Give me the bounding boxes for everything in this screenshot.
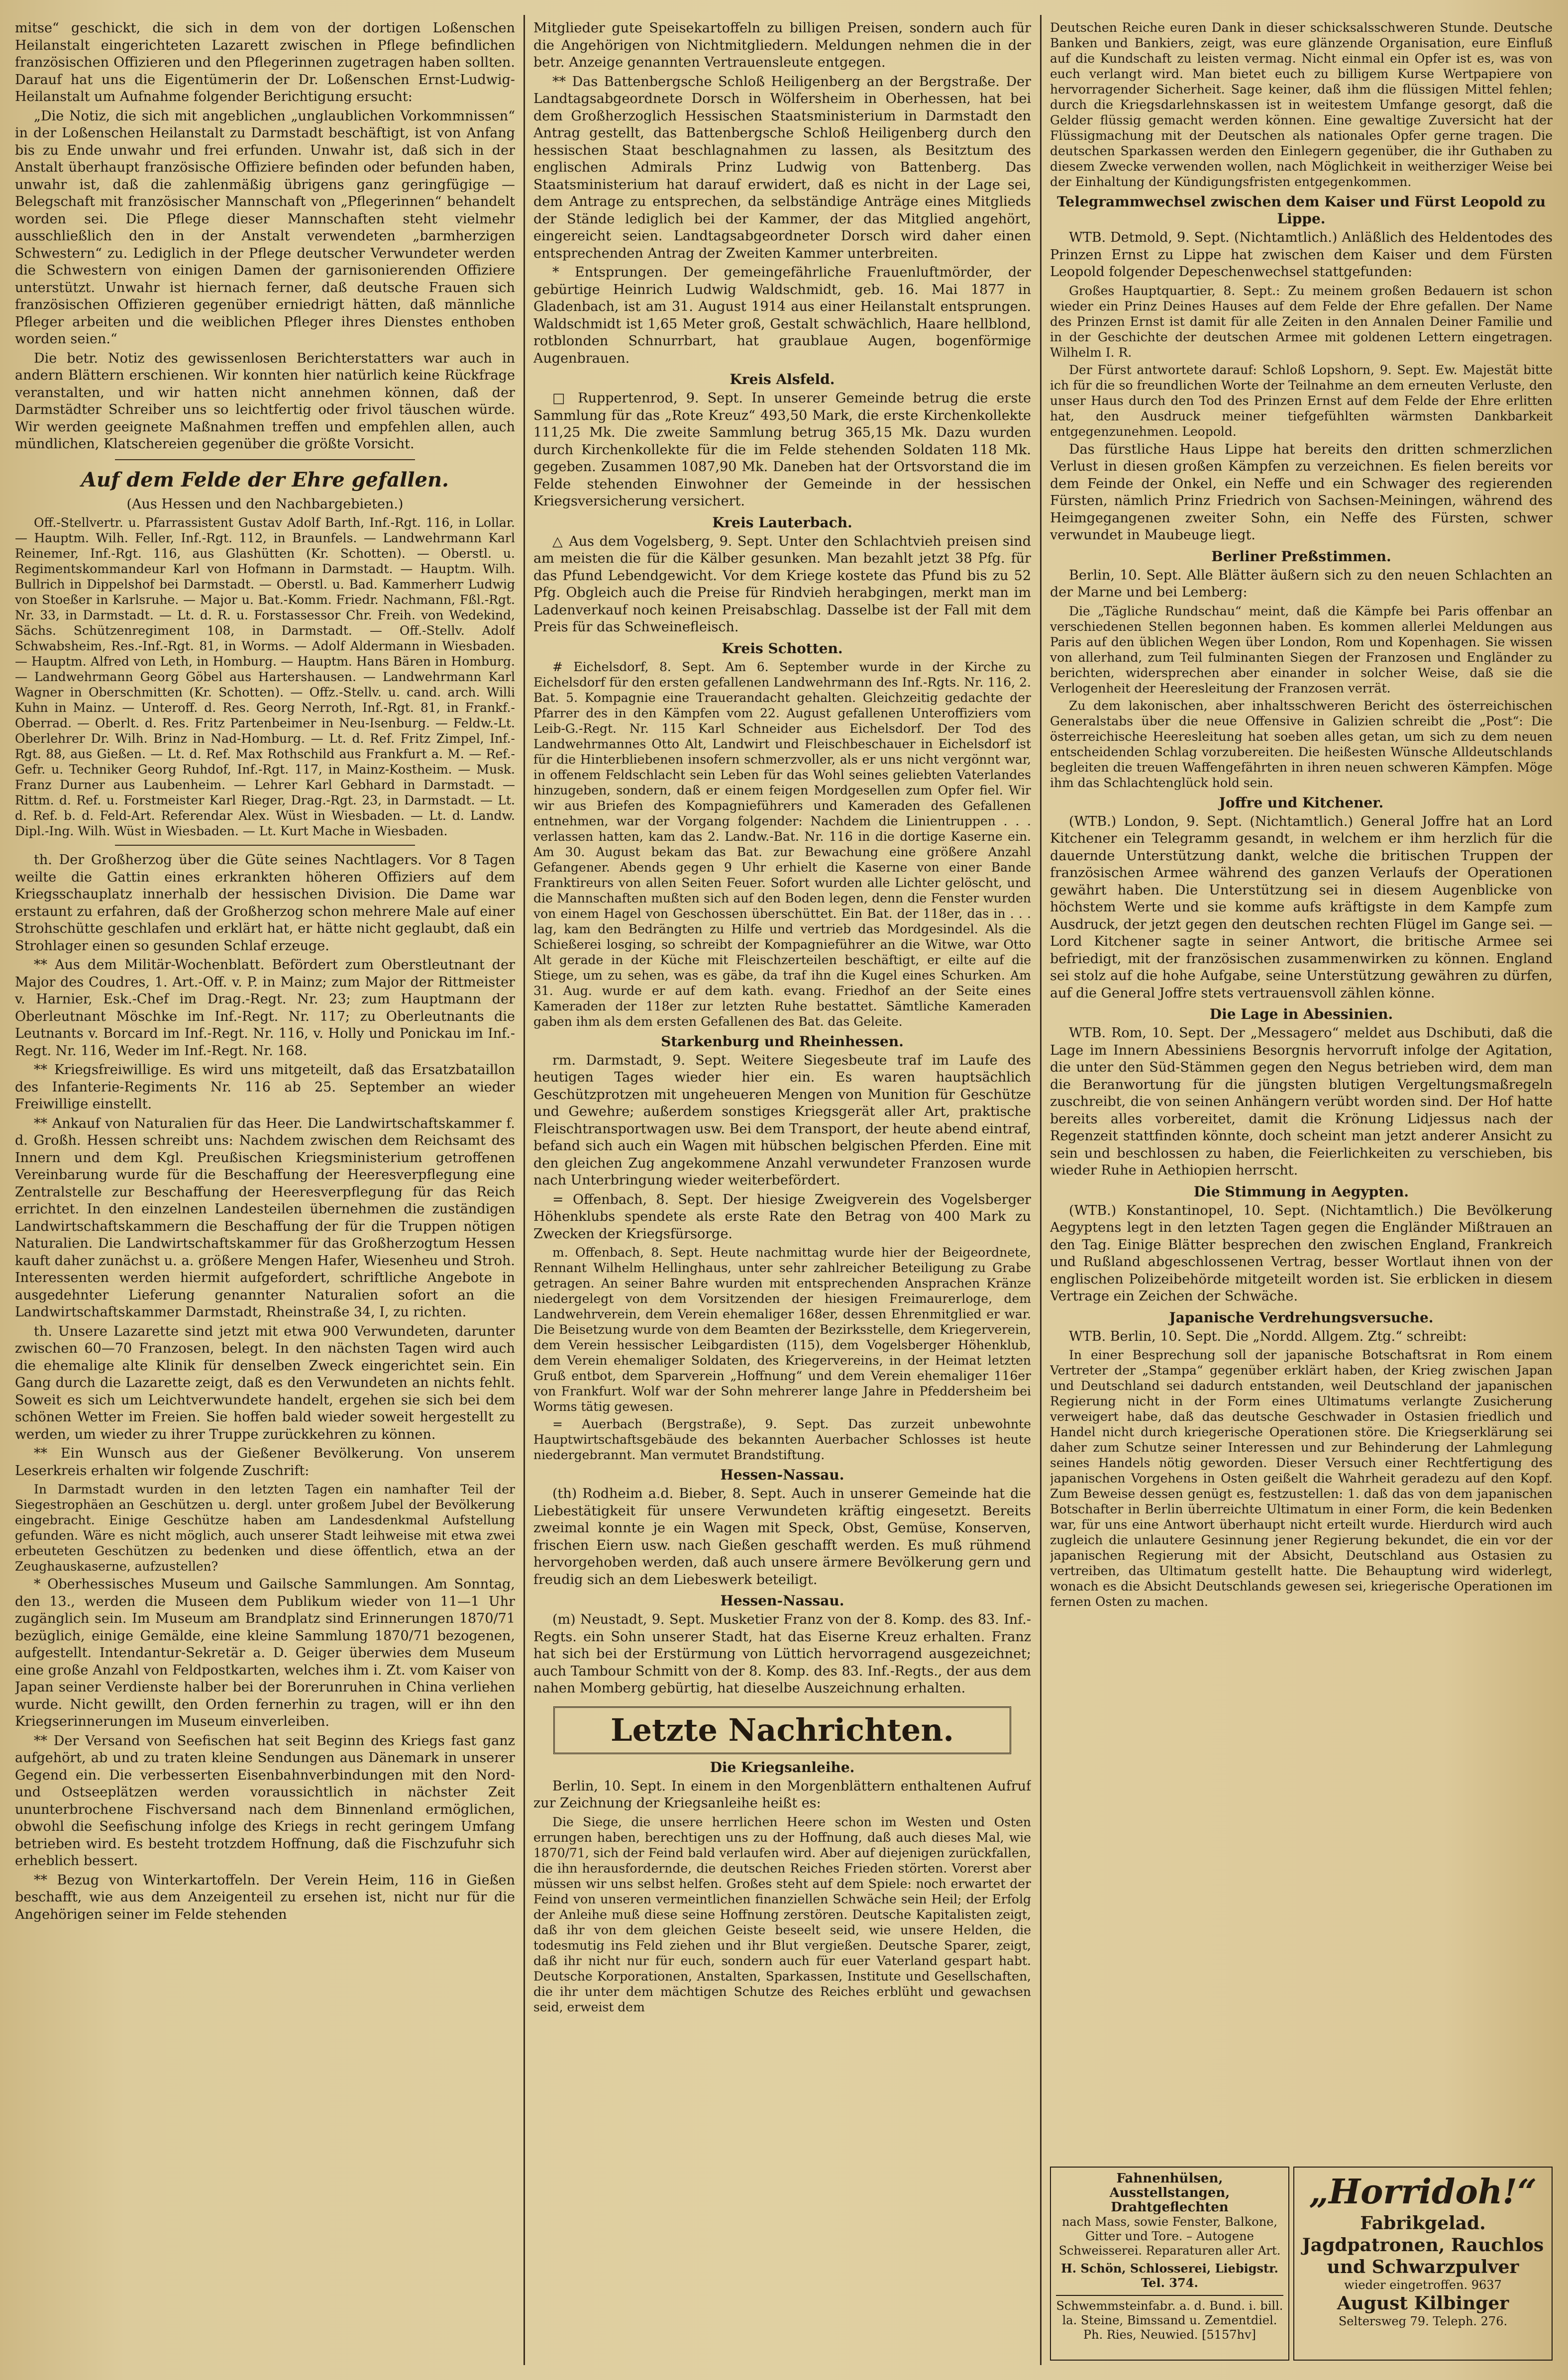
ad-line: Schwemmsteinfabr. a. d. Bund. i. bill. la. Steine, Bimssand u. Zementdiel. Ph. Ries, Neuwied. [5157hv] [1056, 2295, 1283, 2342]
article-paragraph: ** Das Battenbergsche Schloß Heiligenberg an der Bergstraße. Der Landtagsabgeordnete Dorsch in Wölfersheim in Oberhessen, hat bei dem Großherzoglich Hessischen Staatsministerium in Darmstadt den Antrag gestellt, das Battenbergsche Schloß Heiligenberg durch den hessischen Staat beschlagnahmen zu lassen, als Besitztum des englischen Admirals Prinz Ludwig von Battenberg. Das Staatsministerium hat darauf erwidert, daß es nicht in der Lage sei, dem Antrage zu entsprechen, da selbständige Anträge eines Mitglieds der Stände lediglich bei der Kammer, der das Mitglied angehört, eingereicht seien. Landtagsabgeordneter Dorsch wird daher einen entsprechenden Antrag der Zweiten Kammer unterbreiten. [533, 74, 1031, 261]
article-heading: Japanische Verdrehungsversuche. [1169, 1309, 1434, 1326]
section-subheading: (Aus Hessen und den Nachbargebieten.) [126, 496, 404, 512]
column-left [15, 20, 515, 2360]
ad-small: wieder eingetroffen. 9637 [1344, 2278, 1502, 2292]
article-paragraph: Der Fürst antwortete darauf: Schloß Lopshorn, 9. Sept. Ew. Majestät bitte ich für die so freundlichen Worte der Teilnahme an dem erneuten Verluste, den unser Haus durch den Tod des Prinzen Ernst auf dem Felde der Ehre erlitten hat, den Ausdruck meiner tiefgefühlten wärmsten Dankbarkeit entgegenzunehmen. Leopold. [1050, 362, 1553, 439]
article-paragraph: Das fürstliche Haus Lippe hat bereits den dritten schmerzlichen Verlust in diesen großen Kämpfen zu verzeichnen. Es fielen bereits vor dem Feinde der Onkel, ein Neffe und ein Schwager des regierenden Fürsten, nämlich Prinz Friedrich von Sachsen-Meiningen, während des Heimgegangenen zweiter Sohn, ein Neffe des Fürsten, schwer verwundet in Maubeuge liegt. [1050, 441, 1553, 543]
article-paragraph: = Auerbach (Bergstraße), 9. Sept. Das zurzeit unbewohnte Hauptwirtschaftsgebäude des bekannten Auerbacher Schlosses ist heute niedergebrannt. Man vermutet Brandstiftung. [533, 1417, 1031, 1462]
region-heading: Hessen-Nassau. [720, 1467, 844, 1483]
article-paragraph: th. Der Großherzog über die Güte seines Nachtlagers. Vor 8 Tagen weilte die Gattin eines erkrankten höheren Offiziers auf dem Kriegsschauplatz innerhalb der hessischen Division. Die Dame war erstaunt zu erfahren, daß der Großherzog schon mehrere Male auf einer Strohschütte geschlafen und erklärt hat, er hätte nicht geglaubt, daß ein Strohlager einen so gesunden Schlaf erzeuge. [15, 852, 515, 954]
article-paragraph: (th) Rodheim a.d. Bieber, 8. Sept. Auch in unserer Gemeinde hat die Liebestätigkeit für unsere Verwundeten kräftig eingesetzt. Bereits zweimal konnte je ein Wagen mit Speck, Obst, Gemüse, Konserven, frischen Eiern usw. nach Gießen geschafft werden. Es muß rühmend hervorgehoben werden, daß auch unsere ärmere Bevölkerung gern und freudig sich an dem Liebeswerk beteiligt. [533, 1486, 1031, 1587]
column-rule [523, 15, 525, 2365]
region-heading: Hessen-Nassau. [720, 1592, 844, 1609]
ad-subline: Fabrikgelad. Jagdpatronen, Rauchlos und Schwarzpulver [1302, 2213, 1544, 2278]
ad-line: nach Mass, sowie Fenster, Balkone, Gitter und Tore. – Autogene Schweisserei. Reparaturen aller Art. [1058, 2215, 1281, 2258]
region-heading: Kreis Lauterbach. [712, 514, 852, 531]
casualty-list: Off.-Stellvertr. u. Pfarrassistent Gustav Adolf Barth, Inf.-Rgt. 116, in Lollar. — Hauptm. Wilh. Feller, Inf.-Rgt. 112, in Braunfels. — Landwehrmann Karl Reinemer, Inf.-Rgt. 116, aus Glashütten (Kr. Schotten). — Oberstl. u. Regimentskommandeur Karl von Hofmann in Darmstadt. — Hauptm. Wilh. Bullrich in Dippelshof bei Darmstadt. — Oberstl. u. Bad. Kammerherr Ludwig von Stoeßer in Karlsruhe. — Major u. Bat.-Komm. Friedr. Nachmann, Fßl.-Rgt. Nr. 33, in Darmstadt. — Lt. d. R. u. Forstassessor Chr. Freih. von Wedekind, Sächs. Schützenregiment 108, in Darmstadt. — Off.-Stellv. Adolf Schwabsheim, Res.-Inf.-Rgt. 81, in Worms. — Adolf Aldermann in Wiesbaden. — Hauptm. Alfred von Leth, in Homburg. — Hauptm. Hans Bären in Homburg. — Landwehrmann Georg Göbel aus Hartershausen. — Landwehrmann Karl Wagner in Oberschmitten (Kr. Schotten). — Offz.-Stellv. u. cand. arch. Willi Kuhn in Mainz. — Unteroff. d. Res. Georg Nerroth, Inf.-Rgt. 81, in Frankf.-Oberrad. — Oberlt. d. Res. Fritz Partenbeimer in Neu-Isenburg. — Feldw.-Lt. Oberlehrer Dr. Wilh. Brinz in Nad-Homburg. — Lt. d. Ref. Fritz Zimpel, Inf.-Rgt. 88, aus Gießen. — Lt. d. Ref. Max Rothschild aus Frankfurt a. M. — Ref.-Gefr. u. Techniker Georg Ruhdof, Inf.-Rgt. 117, in Mainz-Kostheim. — Musk. Franz Durner aus Laubenheim. — Lehrer Karl Gebhard in Darmstadt. — Rittm. d. Ref. u. Forstmeister Karl Rieger, Drag.-Rgt. 23, in Darmstadt. — Lt. d. Ref. b. d. Feld-Art. Referendar Alex. Wüst in Wiesbaden. — Lt. d. Landw. Dipl.-Ing. Wilh. Wüst in Wiesbaden. — Lt. Kurt Mache in Wiesbaden. [15, 515, 515, 838]
article-heading: Joffre und Kitchener. [1219, 794, 1384, 811]
ad-headline: „Horridoh!“ [1309, 2172, 1537, 2212]
ad-name: August Kilbinger [1337, 2293, 1509, 2314]
advertisement-horridoh [1293, 2167, 1553, 2361]
region-heading: Starkenburg und Rheinhessen. [661, 1033, 904, 1050]
article-paragraph: m. Offenbach, 8. Sept. Heute nachmittag wurde hier der Beigeordnete, Rennant Wilhelm Hellinghaus, unter sehr zahlreicher Beteiligung zu Grabe getragen. An seiner Bahre wurden mit entsprechenden Ansprachen Kränze niedergelegt von dem Vorsitzenden der hiesigen Freimaurerloge, dem Landwehrverein, dem Verein ehemaliger 168er, dessen Ehrenmitglied er war. Die Beisetzung wurde von dem Beamten der Bezirksstelle, dem Kriegerverein, dem Verein hessischer Leibgardisten (115), dem Vogelsberger Höhenklub, dem Verein ehemaliger Soldaten, des Kriegervereins, in der Heimat letzten Gruß entbot, dem Sparverein „Hoffnung“ und dem Verein ehemaliger 116er von Frankfurt. Wolf war der Sohn mehrerer lange Jahre in Pfeddersheim bei Worms tätig gewesen. [533, 1245, 1031, 1414]
article-paragraph: # Eichelsdorf, 8. Sept. Am 6. September wurde in der Kirche zu Eichelsdorf für den ersten gefallenen Landwehrmann des Inf.-Rgts. Nr. 116, 2. Bat. 5. Kompagnie eine Trauerandacht gehalten. Gleichzeitig gedachte der Pfarrer des in den Kämpfen vom 22. August gefallenen Unteroffiziers vom Leib-G.-Regt. Nr. 115 Karl Schneider aus Eichelsdorf. Der Tod des Landwehrmannes Otto Alt, Landwirt und Fleischbeschauer in Eichelsdorf ist für die Hinterbliebenen insofern schmerzvoller, als er uns nicht vergönnt war, in offenem Feldschlacht sein Leben für das Wohl seines geliebten Vaterlandes hinzugeben, sondern, daß er einem feigen Mordgesellen zum Opfer fiel. Wir wir aus Briefen des Kompagnieführers und Kameraden des Gefallenen entnehmen, war der Vorgang folgender: Nachdem die Linientruppen . . . verlassen hatten, kam das 2. Landw.-Bat. Nr. 116 in die dortige Kaserne ein. Am 30. August bekam das Bat. zur Bewachung eine größere Anzahl Gefangener. Abends gegen 9 Uhr erhielt die Kaserne von einer Bande Franktireurs von allen Seiten Feuer. Sofort wurden alle Lichter gelöscht, und die Mannschaften mußten sich auf den Boden legen, denn die Fenster wurden von einem Hagel von Geschossen überschüttet. Ein Bat. der 118er, das in . . . lag, kam den Bedrängten zu Hilfe und vertrieb das Mordgesindel. Als die Schießerei losging, so schreibt der Kompagnieführer an die Witwe, war Otto Alt gerade in der Küche mit Fleischzerteilen beschäftigt, er eilte auf die Stiege, um zu sehen, was es gäbe, da traf ihn die Kugel eines Schurken. Am 31. Aug. wurde er auf dem kath. evang. Friedhof an der Seite eines Kameraden der 118er zur letzten Ruhe bestattet. Sämtliche Kameraden gaben ihm als dem ersten Gefallenen des Bat. das Geleite. [533, 659, 1031, 1029]
article-paragraph: Die Siege, die unsere herrlichen Heere schon im Westen und Osten errungen haben, berechtigen uns zu der Hoffnung, daß auch dieses Mal, wie 1870/71, sich der Feind bald verlaufen wird. Aber auf diejenigen zurückfallen, die ihn herausfordernde, die deutschen Reiches Frieden störten. Vorerst aber müssen wir uns selbst helfen. Großes steht auf dem Spiele: noch erwartet der Feind von unseren vermeintlichen finanziellen Schwäche sein Heil; der Erfolg der Anleihe muß diese seine Hoffnung zerstören. Deutsche Kapitalisten zeigt, daß ihr von dem gleichen Geiste beseelt seid, wie unsere Helden, die todesmutig ins Feld ziehen und ihr Blut vergießen. Deutsche Sparer, zeigt, daß ihr nicht nur für euch, sondern auch für euer Vaterland gespart habt. Deutsche Korporationen, Anstalten, Sparkassen, Institute und Gesellschaften, die ihr unter dem mächtigen Schutze des Reiches erblüht und gewachsen seid, erweist dem [533, 1814, 1031, 2014]
article-paragraph: ** Kriegsfreiwillige. Es wird uns mitgeteilt, daß das Ersatzbataillon des Infanterie-Regiments Nr. 116 ab 25. September an wieder Freiwillige einstellt. [15, 1062, 515, 1112]
article-paragraph: Die betr. Notiz des gewissenlosen Berichterstatters war auch in andern Blättern erschienen. Wir konnten hier natürlich keine Rückfrage veranstalten, und wir hatten nicht annehmen können, daß der Darmstädter Schreiber uns so leichtfertig oder frivol täuschen würde. Wir werden geeignete Maßnahmen treffen und empfehlen allen, auch mündlichen, Klatschereien gegenüber die größte Vorsicht. [15, 350, 515, 452]
divider [115, 845, 415, 846]
region-heading: Kreis Alsfeld. [730, 371, 835, 388]
article-heading: Die Lage in Abessinien. [1209, 1006, 1393, 1022]
article-paragraph: Berlin, 10. Sept. Alle Blätter äußern sich zu den neuen Schlachten an der Marne und bei Lemberg: [1050, 567, 1553, 600]
article-paragraph: In einer Besprechung soll der japanische Botschaftsrat in Rom einem Vertreter der „Stampa“ gegenüber erklärt haben, der Krieg zwischen Japan und Deutschland sei dadurch entstanden, weil Deutschland der japanischen Regierung nicht in der Form eines Ultimatums verlangte Zusicherung verweigert habe, daß das deutsche Geschwader in Ostasien friedlich und Handel nicht durch kriegerische Operationen störe. Die Kriegserklärung sei daher zum Schutze seiner Interessen und zur Behinderung der Lahmlegung seines Handels nötig geworden. Dieser Versuch einer Rechtfertigung des japanischen Vorgehens in Osten geißelt die Wahrheit geradezu auf den Kopf. Zum Beweise dessen genügt es, festzustellen: 1. daß das von dem japanischen Botschafter in Berlin überreichte Ultimatum in einer Form, die kein Bedenken war, für uns eine Antwort überhaupt nicht erteilt wurde. Hierdurch wird auch zugleich die unlautere Gesinnung jener Regierung bekundet, die ein vor der japanischen Regierung mit der Absicht, Deutschland aus Ostasien zu vertreiben, das Ultimatum gestellt hatte. Die Behauptung wird widerlegt, wonach es die Absicht Deutschlands gewesen sei, kriegerische Operationen im fernen Osten zu machen. [1050, 1348, 1553, 1609]
article-heading: Die Kriegsanleihe. [710, 1759, 855, 1776]
article-paragraph: Zu dem lakonischen, aber inhaltsschweren Bericht des österreichischen Generalstabs über die neue Offensive in Galizien schreibt die „Post“: Die österreichische Heeresleitung hat soeben alles getan, um sich zu dem neuen entscheidenden Schlag vorzubereiten. Die heißesten Wünsche Alldeutschlands begleiten die treuen Waffengefährten in ihren neuen schweren Kämpfen. Möge ihm das Schlachtenglück hold sein. [1050, 698, 1553, 790]
article-paragraph: „Die Notiz, die sich mit angeblichen „unglaublichen Vorkommnissen“ in der Loßenschen Heilanstalt zu Darmstadt beschäftigt, ist von Anfang bis zu Ende unwahr und frei erfunden. Unwahr ist, daß sich in der Anstalt überhaupt französische Offiziere befinden oder befunden haben, unwahr ist, daß die zahlenmäßig übrigens ganz geringfügige — Belegschaft mit französischer Mannschaft von „Pflegerinnen“ behandelt worden sei. Die Pflege dieser Mannschaften steht vielmehr ausschließlich den in der Anstalt verwendeten „barmherzigen Schwestern“ zu. Lediglich in der Pflege deutscher Verwundeter werden die Schwestern von einigen Damen der garnisonierenden Offiziere unterstützt. Unwahr ist hiernach ferner, daß deutsche Frauen sich französischen Offizieren gegenüber erniedrigt hätten, daß männliche Pfleger arbeiten und die weiblichen Pfleger ihres Dienstes enthoben worden seien.“ [15, 108, 515, 347]
article-paragraph: ** Aus dem Militär-Wochenblatt. Befördert zum Oberstleutnant der Major des Coudres, 1. Art.-Off. v. P. in Mainz; zum Major der Rittmeister v. Harnier, Esk.-Chef im Drag.-Regt. Nr. 23; zum Hauptmann der Oberleutnant Möschke im Inf.-Regt. Nr. 117; zu Oberleutnants die Leutnants v. Borcard im Inf.-Regt. Nr. 116, v. Holly und Ponickau im Inf.-Regt. Nr. 116, Weder im Inf.-Regt. Nr. 168. [15, 957, 515, 1059]
article-paragraph: △ Aus dem Vogelsberg, 9. Sept. Unter den Schlachtvieh preisen sind am meisten die für die Kälber gesunken. Man bezahlt jetzt 38 Pfg. für das Pfund Lebendgewicht. Vor dem Kriege kostete das Pfund bis zu 52 Pfg. Obgleich auch die Preise für Rindvieh herabgingen, merkt man im Ladenverkauf noch keinen Preisabschlag. Dasselbe ist der Fall mit dem Preis für das Schweinefleisch. [533, 533, 1031, 635]
article-heading: Die Stimmung in Aegypten. [1193, 1183, 1409, 1200]
article-paragraph: * Oberhessisches Museum und Gailsche Sammlungen. Am Sonntag, den 13., werden die Museen dem Publikum wieder von 11—1 Uhr zugänglich sein. Im Museum am Brandplatz sind Erinnerungen 1870/71 bezüglich, einige Gemälde, eine kleine Sammlung 1870/71 bezogenen, aufgestellt. Intendantur-Sekretär a. D. Geiger überwies dem Museum eine große Anzahl von Feldpostkarten, welches ihm i. Zt. vom Kaiser von Japan seiner Verdienste halber bei der Borerunruhen in China verliehen wurde. Nicht gewillt, den Orden fernerhin zu tragen, will er ihn den Kriegserinnerungen im Museum einverleiben. [15, 1577, 515, 1729]
article-paragraph: ** Ein Wunsch aus der Gießener Bevölkerung. Von unserem Leserkreis erhalten wir folgende Zuschrift: [15, 1446, 515, 1479]
article-paragraph: Mitglieder gute Speisekartoffeln zu billigen Preisen, sondern auch für die Angehörigen von Nichtmitgliedern. Meldungen nehmen die in der betr. Anzeige genannten Vertrauensleute entgegen. [533, 20, 1031, 70]
article-paragraph: (WTB.) Konstantinopel, 10. Sept. (Nichtamtlich.) Die Bevölkerung Aegyptens legt in den letzten Tagen gegen die Engländer Mißtrauen an den Tag. Einige Blätter besprechen den zwischen England, Frankreich und Rußland abgeschlossenen Vertrag, besser Wortlaut ihnen von der englischen Polizeibehörde mitgeteilt worden ist. Sie erblicken in diesem Vertrage ein Zeichen der Schwäche. [1050, 1202, 1553, 1304]
article-paragraph: (m) Neustadt, 9. Sept. Musketier Franz von der 8. Komp. des 83. Inf.-Regts. ein Sohn unserer Stadt, hat das Eiserne Kreuz erhalten. Franz hat sich bei der Erstürmung von Lüttich hervorragend ausgezeichnet; auch Tambour Schmitt von der 8. Komp. des 83. Inf.-Regts., der aus dem nahen Momberg gebürtig, hat dieselbe Auszeichnung erhalten. [533, 1612, 1031, 1696]
article-paragraph: ** Ankauf von Naturalien für das Heer. Die Landwirtschaftskammer f. d. Großh. Hessen schreibt uns: Nachdem zwischen dem Reichsamt des Innern und dem Kgl. Preußischen Kriegsministerium getroffenen Vereinbarung wurde für die Beschaffung der Heeresverpflegung eine Zentralstelle zur Beschaffung der Heeresverpflegung für das Reich errichtet. In den einzelnen Landesteilen übernehmen die zuständigen Landwirtschaftskammern die Beschaffung der für die Truppen nötigen Naturalien. Die Landwirtschaftskammer für das Großherzogtum Hessen kauft daher zunächst u. a. größere Mengen Hafer, Wiesenheu und Stroh. Interessenten werden hiermit aufgefordert, schriftliche Angebote in ausgedehnter Lieferung genannter Naturalien sofort an die Landwirtschaftskammer Darmstadt, Rheinstraße 34, I, zu richten. [15, 1115, 515, 1320]
article-paragraph: (WTB.) London, 9. Sept. (Nichtamtlich.) General Joffre hat an Lord Kitchener ein Telegramm gesandt, in welchem er ihm herzlich für die dauernde Unterstützung dankt, welche die britischen Truppen der französischen Armee während des ganzen Verlaufs der Operationen gewährt haben. Die Unterstützung sei in diesem Augenblicke von höchstem Werte und sie komme aufs kräftigste in dem Kampfe zum Ausdruck, der jetzt gegen den deutschen rechten Flügel im Gange sei. — Lord Kitchener sagte in seiner Antwort, die britische Armee sei befriedigt, mit der französischen zusammenwirken zu können. England sei stolz auf die hohe Aufgabe, seine Unterstützung gewähren zu dürfen, auf die General Joffre stets vertrauensvoll zählen könne. [1050, 813, 1553, 1001]
article-paragraph: = Offenbach, 8. Sept. Der hiesige Zweigverein des Vogelsberger Höhenklubs spendete als erste Rate den Betrag von 400 Mark zu Zwecken der Kriegsfürsorge. [533, 1191, 1031, 1242]
article-heading: Berliner Preßstimmen. [1211, 548, 1391, 565]
article-paragraph: * Entsprungen. Der gemeingefährliche Frauenluftmörder, der gebürtige Heinrich Ludwig Waldschmidt, geb. 16. Mai 1877 in Gladenbach, ist am 31. August 1914 aus einer Heilanstalt entsprungen. Waldschmidt ist 1,65 Meter groß, Gestalt schwächlich, Haare hellblond, rotblonden Schnurrbart, hat graublaue Augen, bogenförmige Augenbrauen. [533, 265, 1031, 366]
advertisement-row [1050, 2167, 1553, 2361]
article-heading: Telegrammwechsel zwischen dem Kaiser und Fürst Leopold zu Lippe. [1056, 194, 1546, 227]
column-rule [1040, 15, 1042, 2365]
column-middle [533, 20, 1031, 2360]
article-paragraph: WTB. Rom, 10. Sept. Der „Messagero“ meldet aus Dschibuti, daß die Lage im Innern Abessiniens Besorgnis hervorruft infolge der Agitation, die unter den Süd-Stämmen gegen den Negus betrieben wird, dem man die Beranwortung für die jüngsten blutigen Vergeltungsmaßregeln zuschreibt, die von seinen Anhängern verübt worden sind. Der Hof hatte bereits alles vorbereitet, damit die Krönung Lidjessus nach der Regenzeit stattfinden könnte, doch scheint man jetzt anderer Ansicht zu sein und beschlossen zu haben, die Feierlichkeiten zu verschieben, bis wieder Ruhe in Aethiopien herrscht. [1050, 1025, 1553, 1178]
article-paragraph: mitse“ geschickt, die sich in dem von der dortigen Loßenschen Heilanstalt eingerichteten Lazarett zwischen in Pflege befindlichen französischen Offizieren und den Pflegerinnen zugetragen haben sollten. Darauf hat uns die Eigentümerin der Dr. Loßenschen Ernst-Ludwig-Heilanstalt um Aufnahme folgender Berichtigung ersucht: [15, 20, 515, 104]
article-paragraph: ** Der Versand von Seefischen hat seit Beginn des Kriegs fast ganz aufgehört, ab und zu traten kleine Sendungen aus Dänemark in unserer Gegend ein. Die verbesserten Eisenbahnverbindungen mit den Nord- und Ostseeplätzen werden voraussichtlich in nächster Zeit ununterbrochene Fischversand nach dem Binnenland ermöglichen, obwohl die Seefischung infolge des Kriegs in recht geringem Umfang betrieben wird. Es besteht trotzdem Hoffnung, daß die Fischzufuhr sich erheblich bessert. [15, 1733, 515, 1869]
article-paragraph: ** Bezug von Winterkartoffeln. Der Verein Heim, 116 in Gießen beschafft, wie aus dem Anzeigenteil zu ersehen ist, nicht nur für die Angehörigen seiner im Felde stehenden [15, 1872, 515, 1922]
divider [115, 459, 415, 460]
column-right [1050, 20, 1553, 2161]
article-paragraph: Berlin, 10. Sept. In einem in den Morgenblättern enthaltenen Aufruf zur Zeichnung der Kriegsanleihe heißt es: [533, 1778, 1031, 1811]
article-paragraph: In Darmstadt wurden in den letzten Tagen ein namhafter Teil der Siegestrophäen an Geschützen u. dergl. unter großem Jubel der Bevölkerung eingebracht. Einige Geschütze haben am Landesdenkmal Aufstellung gefunden. Wäre es nicht möglich, auch unserer Stadt leihweise mit etwa zwei erbeuteten Geschützen zu bedenken und diese öffentlich, etwa an der Zeughauskaserne, aufzustellen? [15, 1482, 515, 1574]
ad-address: Seltersweg 79. Teleph. 276. [1338, 2314, 1508, 2328]
region-heading: Kreis Schotten. [722, 640, 843, 657]
section-heading-ehre: Auf dem Felde der Ehre gefallen. [81, 468, 449, 492]
article-paragraph: WTB. Detmold, 9. Sept. (Nichtamtlich.) Anläßlich des Heldentodes des Prinzen Ernst zu Lippe hat zwischen dem Kaiser und dem Fürsten Leopold folgender Depeschenwechsel stattgefunden: [1050, 230, 1553, 280]
section-title-letzte-nachrichten: Letzte Nachrichten. [553, 1706, 1011, 1754]
article-paragraph: th. Unsere Lazarette sind jetzt mit etwa 900 Verwundeten, darunter zwischen 60—70 Franzosen, belegt. In den nächsten Tagen wird auch die ehemalige alte Klinik für denselben Zweck eingerichtet sein. Ein Gang durch die Lazarette zeigt, daß es den Verwundeten an nichts fehlt. Soweit es sich um Leichtverwundete handelt, ergehen sie sich bei dem schönen Wetter im Freien. Sie hoffen bald wieder soweit hergestellt zu werden, um wieder zu ihrer Truppe zurückkehren zu können. [15, 1323, 515, 1442]
article-paragraph: rm. Darmstadt, 9. Sept. Weitere Siegesbeute traf im Laufe des heutigen Tages wieder hier ein. Es waren hauptsächlich Geschützprotzen mit ungeheueren Mengen von Munition für Geschütze und Gewehre; außerdem sonstiges Kriegsgerät aller Art, praktische Fleischtransportwagen usw. Bei dem Transport, der heute abend eintraf, befand sich auch ein Wagen mit hübschen belgischen Pferden. Eine mit den gleichen Zug angekommene Anzahl verwundeter Franzosen wurde nach Unterbringung wieder weiterbefördert. [533, 1052, 1031, 1188]
advertisement-schoen [1050, 2167, 1289, 2361]
ad-title: Fahnenhülsen, Ausstellstangen, Drahtgeflechten [1109, 2171, 1230, 2215]
article-paragraph: □ Ruppertenrod, 9. Sept. In unserer Gemeinde betrug die erste Sammlung für das „Rote Kreuz“ 493,50 Mark, die erste Kirchenkollekte 111,25 Mk. Die zweite Sammlung betrug 365,15 Mk. Dazu wurden durch Kirchenkollekte für die im Felde stehenden Soldaten 118 Mk. gegeben. Zusammen 1087,90 Mk. Daneben hat der Ortsvorstand die im Felde stehenden Einwohner der Gemeinde in der hessischen Kriegsversicherung versichert. [533, 391, 1031, 509]
ad-line: H. Schön, Schlosserei, Liebigstr. Tel. 374. [1061, 2261, 1278, 2290]
article-paragraph: WTB. Berlin, 10. Sept. Die „Nordd. Allgem. Ztg.“ schreibt: [1069, 1328, 1467, 1344]
article-paragraph: Deutschen Reiche euren Dank in dieser schicksalsschweren Stunde. Deutsche Banken und Bankiers, zeigt, was eure glänzende Organisation, eure Einfluß auf die Kundschaft zu leisten vermag. Nicht einmal ein Opfer ist es, was von euch verlangt wird. Man bietet euch zu billigem Kurse Wertpapiere von hervorragender Sicherheit. Sage keiner, daß ihm die flüssigen Mittel fehlen; durch die Kriegsdarlehnskassen ist in weitestem Umfange gesorgt, daß die Gelder flüssig gemacht werden können. Eine gewaltige Zuversicht hat der Flüssigmachung mit der Deutschen als nationales Opfer gerne tragen. Die deutschen Sparkassen werden den Einlegern gegenüber, die ihr Guthaben zu diesem Zwecke verwenden wollen, nach Möglichkeit in weitherziger Weise bei der Einhaltung der Kündigungsfristen entgegenkommen. [1050, 20, 1553, 189]
article-paragraph: Die „Tägliche Rundschau“ meint, daß die Kämpfe bei Paris offenbar an verschiedenen Stellen begonnen haben. Es kommen allerlei Meldungen aus Paris auf den üblichen Wegen über London, Rom und Kopenhagen. Sie wissen von allerhand, zum Teil fulminanten Siegen der Franzosen und Engländer zu berichten, widersprechen aber einander in solcher Weise, daß sie die Verlogenheit der Heeresleitung der Franzosen verrät. [1050, 603, 1553, 695]
article-paragraph: Großes Hauptquartier, 8. Sept.: Zu meinem großen Bedauern ist schon wieder ein Prinz Deines Hauses auf dem Felde der Ehre gefallen. Der Name des Prinzen Ernst ist damit für alle Zeiten in den Annalen Deiner Familie und in der Geschichte der deutschen Armee mit goldenen Lettern eingetragen. Wilhelm I. R. [1050, 283, 1553, 360]
